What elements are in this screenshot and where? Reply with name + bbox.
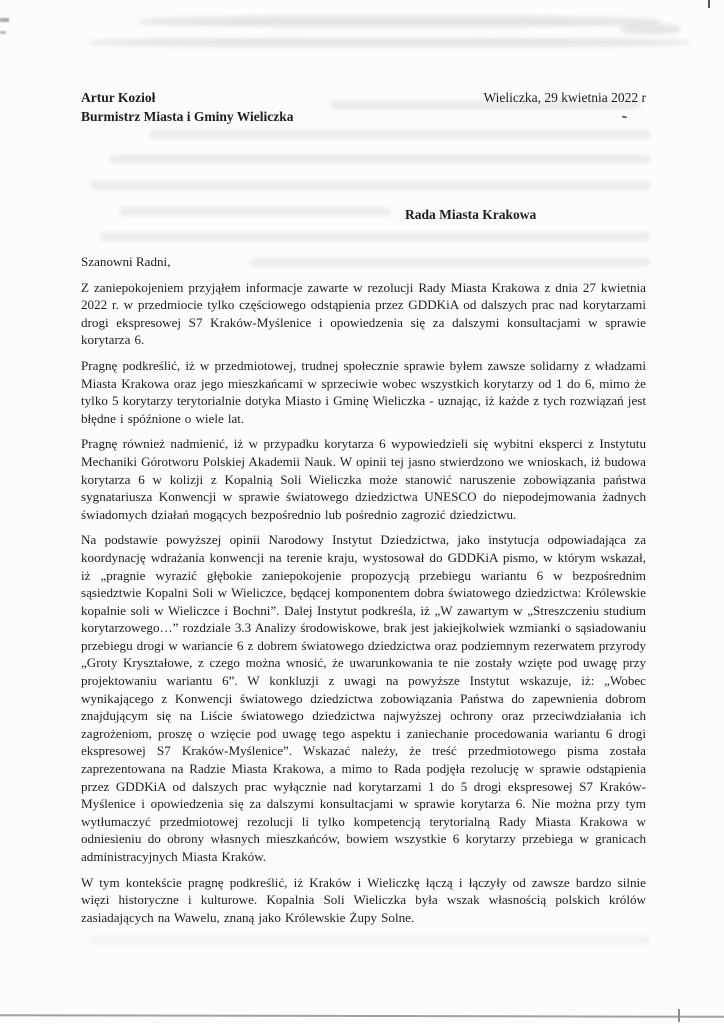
paragraph-3: Pragnę również nadmienić, iż w przypadku korytarza 6 wypowiedzieli się wybitni eksperci z Instytutu Mechaniki Górotworu Polskiej Akademii Nauk. W opinii tej jasno stwierdzono we wnioskach, iż budowa korytarza 6 w kolizji z Kopalnią Soli Wieliczka może stanowić naruszenie zobowiązania państwa sygnatariusza Konwencji w sprawie światowego dziedzictwa UNESCO do niepodejmowania żadnych świadomych działań mogących bezpośrednio lub pośrednio zagrozić dziedzictwu. xyxy=(81,436,646,522)
corner-scan-tick xyxy=(708,0,710,8)
edge-scan-mark xyxy=(0,31,6,34)
sender-title: Burmistrz Miasta i Gminy Wieliczka xyxy=(81,109,294,124)
place-date: Wieliczka, 29 kwietnia 2022 r xyxy=(483,90,646,105)
paragraph-5: W tym kontekście pragnę podkreślić, iż Kraków i Wieliczkę łączą i łączyły od zawsze bardzo silnie więzi historyczne i kulturowe. Kopalnia Soli Wieliczka była wszak własnością polskich królów zasiadających na Wawelu, znaną jako Królewskie Żupy Solne. xyxy=(81,874,646,925)
paragraph-1: Z zaniepokojeniem przyjąłem informacje zawarte w rezolucji Rady Miasta Krakowa z dnia 27 kwietnia 2022 r. w przedmiocie tylko częściowego odstąpienia przez GDDKiA od dalszych prac nad korytarzami drogi ekspresowej S7 Kraków-Myślenice i opowiedzenia się za dalszymi konsultacjami w sprawie korytarza 6. xyxy=(81,279,646,348)
scan-smudge xyxy=(90,38,690,47)
bleed-through-line xyxy=(90,936,650,944)
sender-name: Artur Kozioł xyxy=(81,90,156,105)
edge-scan-mark xyxy=(0,18,9,22)
letter-body xyxy=(81,279,646,927)
recipient: Rada Miasta Krakowa xyxy=(405,207,537,222)
paragraph-2: Pragnę podkreślić, iż w przedmiotowej, trudnej społecznie sprawie byłem zawsze solidarny z władzami Miasta Krakowa oraz jego mieszkańcami w sprzeciwie wobec wszystkich korytarzy od 1 do 6, mimo że tylko 5 korytarzy terytorialnie dotyka Miasto i Gminę Wieliczka - uznając, iż każde z tych rozwiązań jest błędne i spóźnione o wiele lat. xyxy=(81,357,646,426)
salutation: Szanowni Radni, xyxy=(81,254,171,269)
letter-content xyxy=(81,88,646,926)
scan-smudge xyxy=(620,24,680,34)
paragraph-4: Na podstawie powyższej opinii Narodowy Instytut Dziedzictwa, jako instytucja odpowiadająca za koordynację wdrażania konwencji na terenie kraju, wystosował do GDDKiA pismo, w którym wskazał, iż „pragnie wyrazić głębokie zaniepokojenie propozycją przebiegu wariantu 6 w bezpośrednim sąsiedztwie Kopalni Soli w Wieliczce, będącej komponentem dobra światowego dziedzictwa: Królewskie kopalnie soli w Wieliczce i Bochni”. Dalej Instytut podkreśla, iż „W zawartym w „Streszczeniu studium korytarzowego…” rozdziale 3.3 Analizy środowiskowe, brak jest jakiejkolwiek wzmianki o sąsiadowaniu przebiegu drogi w wariancie 6 z dobrem światowego dziedzictwa oraz podziemnym rezerwatem przyrody „Groty Kryształowe, z czego można wnosić, że uwarunkowania te nie zostały wzięte pod uwagę przy projektowaniu wariantu 6”. W konkluzji z uwagi na powyższe Instytut wskazuje, iż: „Wobec wynikającego z Konwencji światowego dziedzictwa zobowiązania Państwa do zapewnienia dobrom znajdującym się na Liście światowego dziedzictwa najwyższej ochrony oraz przeciwdziałania ich zagrożeniom, proszę o wzięcie pod uwagę tego aspektu i zaniechanie procedowania wariantu 6 drogi ekspresowej S7 Kraków-Myślenice”. Wskazać należy, że treść przedmiotowego pisma została zaprezentowana na Radzie Miasta Krakowa, a mimo to Rada podjęła rezolucję w sprawie odstąpienia przez GDDKiA od dalszych prac wyłącznie nad korytarzami 1 do 5 drogi ekspresowej S7 Kraków-Myślenice i opowiedzenia się za dalszymi konsultacjami w sprawie korytarza 6. Nie można przy tym wytłumaczyć przedmiotowej rezolucji li tylko kompetencją terytorialną Rady Miasta Krakowa w odniesieniu do obrony własnych mieszkańców, bowiem wszystkie 6 korytarzy przebiega w granicach administracyjnych Miasta Kraków. xyxy=(81,532,646,864)
sender-block xyxy=(81,88,293,126)
letter-header xyxy=(81,88,646,126)
scan-smudge xyxy=(140,16,660,27)
page-bottom-scan-tick xyxy=(678,1009,680,1022)
page-bottom-scan-line xyxy=(0,1014,724,1017)
